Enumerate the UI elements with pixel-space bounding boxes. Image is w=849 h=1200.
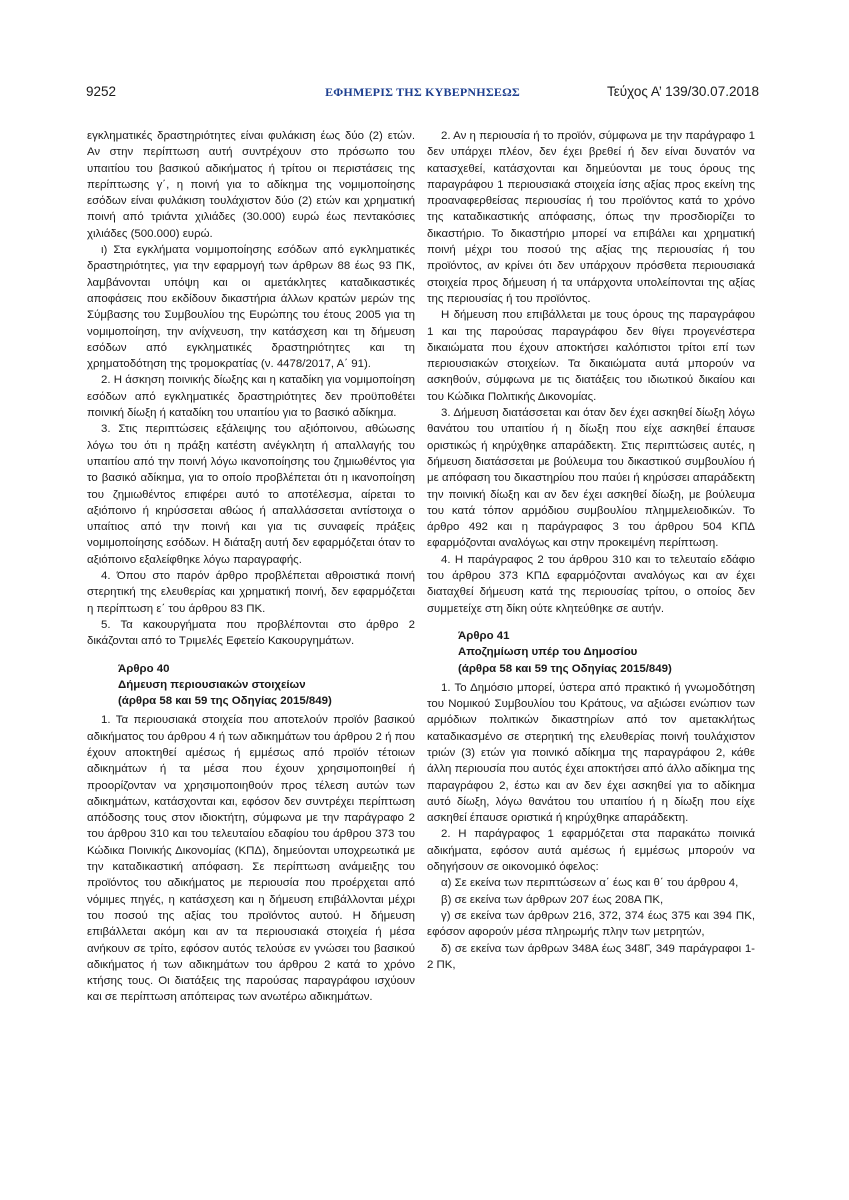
paragraph: 1. Το Δημόσιο μπορεί, ύστερα από πρακτικό ή γνωμοδότηση του Νομικού Συμβουλίου του Κράτους, να αξιώσει ενώπιον των αρμόδιων πολιτικών δικαστηρίων από τον αμετακλήτως καταδικασμένο σε στερητική της ελευθερίας ποινή τουλάχιστον τριών (3) ετών για ποινικό αδίκημα της παραγράφου 2, κάθε άλλη περιουσία που αυτός έχει αποκτήσει από άλλο αδίκημα της παραγράφου 2, έστω και αν δεν έχει ασκηθεί για το αδίκημα αυτό δίωξη, λόγω θανάτου του υπαιτίου ή η δίωξη που είχε ασκηθεί έπαυσε οριστικά ή κηρύχθηκε απαράδεκτη. [427,681,755,825]
article-reference: (άρθρα 58 και 59 της Οδηγίας 2015/849) [458,662,672,675]
journal-title: ΕΦΗΜΕΡΙΣ ΤΗΣ ΚΥΒΕΡΝΗΣΕΩΣ [325,85,520,99]
article-title: Δήμευση περιουσιακών στοιχείων [118,678,306,691]
article-number: Άρθρο 41 [458,629,510,642]
paragraph: 3. Δήμευση διατάσσεται και όταν δεν έχει ασκηθεί δίωξη λόγω θανάτου του υπαιτίου ή η δίωξη που είχε ασκηθεί έπαυσε οριστικώς ή κηρύχθηκε απαράδεκτη. Στις περιπτώσεις αυτές, η δήμευση διατάσσεται με βούλευμα του δικαστικού συμβουλίου ή με απόφαση του δικαστηρίου που παύει ή κηρύσσει απαράδεκτη την ποινική δίωξη και αν δεν έχει ασκηθεί δίωξη, με βούλευμα του κατά τόπον αρμόδιου συμβουλίου πλημμελειοδικών. Το άρθρο 492 και η παράγραφος 3 του άρθρου 504 ΚΠΔ εφαρμόζονται αναλόγως και στην προκειμένη περίπτωση. [427,407,755,550]
paragraph: 4. Όπου στο παρόν άρθρο προβλέπεται αθροιστικά ποινή στερητική της ελευθερίας και χρηματική ποινή, δεν εφαρμόζεται η περίπτωση ε΄ του άρθρου 83 ΠΚ. [87,570,415,615]
article-number: Άρθρο 40 [118,662,170,675]
left-column [87,128,415,1006]
paragraph: β) σε εκείνα των άρθρων 207 έως 208Α ΠΚ, [441,893,664,906]
paragraph: 2. Η παράγραφος 1 εφαρμόζεται στα παρακάτω ποινικά αδικήματα, εφόσον αυτά αμέσως ή εμμέσως μπορούν να οδηγήσουν σε οικονομικό όφελος: [427,828,755,874]
paragraph: α) Σε εκείνα των περιπτώσεων α΄ έως και θ΄ του άρθρου 4, [441,877,739,890]
paragraph: δ) σε εκείνα των άρθρων 348Α έως 348Γ, 349 παράγραφοι 1-2 ΠΚ, [427,942,755,971]
paragraph: γ) σε εκείνα των άρθρων 216, 372, 374 έως 375 και 394 ΠΚ, εφόσον αφορούν μέσα πληρωμής πλην των μετρητών, [427,909,755,939]
paragraph: 4. Η παράγραφος 2 του άρθρου 310 και το τελευταίο εδάφιο του άρθρου 373 ΚΠΔ εφαρμόζονται αναλόγως και αν έχει διαταχθεί δήμευση κατά της περιουσίας τρίτου, ο οποίος δεν συμμετείχε στη δίκη ούτε κλητεύθηκε σε αυτήν. [427,553,755,615]
paragraph: 3. Στις περιπτώσεις εξάλειψης του αξιόποινου, αθώωσης λόγω του ότι η πράξη κατέστη ανέγκλητη ή απαλλαγής του υπαιτίου από την ποινή λόγω ικανοποίησης του ζημιωθέντος για το βασικό αδίκημα, για το οποίο προβλέπεται ότι η ικανοποίηση του ζημιωθέντος επιφέρει αυτό το αποτέλεσμα, αίρεται το αξιόποινο ή κηρύσσεται αθώος ή απαλλάσσεται αντίστοιχα ο υπαίτιος από την ποινή και για τις συναφείς πράξεις νομιμοποίησης εσόδων. Η διάταξη αυτή δεν εφαρμόζεται όταν το αξιόποινο εξαλείφθηκε λόγω παραγραφής. [87,423,415,566]
article-41-heading [427,628,755,677]
article-reference: (άρθρα 58 και 59 της Οδηγίας 2015/849) [118,695,332,708]
paragraph: ι) Στα εγκλήματα νομιμοποίησης εσόδων από εγκληματικές δραστηριότητες, για την εφαρμογή των άρθρων 88 έως 93 ΠΚ, λαμβάνονται υπόψη και οι αμετάκλητες καταδικαστικές αποφάσεις που εκδίδουν δικαστήρια άλλων κρατών μερών της Σύμβασης του Συμβουλίου της Ευρώπης του έτους 2005 για τη νομιμοποίηση, την ανίχνευση, την κατάσχεση και τη δήμευση εσόδων από εγκληματικές δραστηριότητες και τη χρηματοδότηση της τρομοκρατίας (ν. 4478/2017, Α΄ 91). [87,244,415,371]
paragraph: 2. Αν η περιουσία ή το προϊόν, σύμφωνα με την παράγραφο 1 δεν υπάρχει πλέον, δεν έχει βρεθεί ή δεν είναι δυνατόν να κατασχεθεί, κατάσχονται και δημεύονται με τους όρους της παραγράφου 1 περιουσιακά στοιχεία ίσης αξίας προς εκείνη της προαναφερθείσας περιουσίας ή του προϊόντος κατά το χρόνο της καταδικαστικής απόφασης, όπως την προσδιορίζει το δικαστήριο. Το δικαστήριο μπορεί να επιβάλει και χρηματική ποινή μέχρι του ποσού της αξίας της περιουσίας ή του προϊόντος, αν κρίνει ότι δεν υπάρχουν πρόσθετα περιουσιακά στοιχεία προς δήμευση ή τα υπάρχοντα υπολείπονται της αξίας της περιουσίας ή του προϊόντος. [427,130,755,305]
paragraph: εγκληματικές δραστηριότητες είναι φυλάκιση έως δύο (2) ετών. Αν στην περίπτωση αυτή συντρέχουν στο πρόσωπο του υπαιτίου του βασικού αδικήματος ή τρίτου οι περιστάσεις της περίπτωσης γ΄, η ποινή για το αδίκημα της νομιμοποίησης εσόδων είναι φυλάκιση τουλάχιστον δύο (2) ετών και χρηματική ποινή από τριάντα χιλιάδες (30.000) ευρώ έως πεντακόσιες χιλιάδες (500.000) ευρώ. [87,130,415,240]
right-column [427,128,755,973]
page-header [86,84,759,102]
issue-reference: Τεύχος Α’ 139/30.07.2018 [606,84,759,99]
paragraph: 2. Η άσκηση ποινικής δίωξης και η καταδίκη για νομιμοποίηση εσόδων από εγκληματικές δραστηριότητες δεν προϋποθέτει ποινική δίωξη ή καταδίκη του υπαιτίου για το βασικό αδίκημα. [87,374,415,420]
paragraph: 1. Τα περιουσιακά στοιχεία που αποτελούν προϊόν βασικού αδικήματος του άρθρου 4 ή των αδικημάτων του άρθρου 2 ή που έχουν αποκτηθεί αμέσως ή εμμέσως από προϊόν τέτοιων αδικημάτων ή τα μέσα που έχουν χρησιμοποιηθεί ή προορίζονταν να χρησιμοποιηθούν προς τέλεση αυτών των αδικημάτων, κατάσχονται και, εφόσον δεν συντρέχει περίπτωση απόδοσης τους στον ιδιοκτήτη, σύμφωνα με την παράγραφο 2 του άρθρου 310 και του τελευταίου εδαφίου του άρθρου 373 του Κώδικα Ποινικής Δικονομίας (ΚΠΔ), δημεύονται υποχρεωτικά με την καταδικαστική απόφαση. Σε περίπτωση ανάμειξης του προϊόντος του αδικήματος με περιουσία που προέρχεται από νόμιμες πηγές, η κατάσχεση και η δήμευση επιβάλλονται μέχρι του ποσού της αξίας του προϊόντος αυτού. Η δήμευση επιβάλλεται ακόμη και αν τα περιουσιακά στοιχεία ή μέσα ανήκουν σε τρίτο, εφόσον αυτός τελούσε εν γνώσει του βασικού αδικήματος ή των αδικημάτων του άρθρου 2 κατά το χρόνο κτήσης τους. Οι διατάξεις της παρούσας παραγράφου ισχύουν και σε περίπτωση απόπειρας των ανωτέρω αδικημάτων. [87,714,415,1004]
page-number: 9252 [86,84,117,99]
article-title: Αποζημίωση υπέρ του Δημοσίου [458,646,638,659]
paragraph: Η δήμευση που επιβάλλεται με τους όρους της παραγράφου 1 και της παρούσας παραγράφου δεν θίγει προγενέστερα δικαιώματα που έχουν αποκτήσει καλόπιστοι τρίτοι επί των περιουσιακών στοιχείων. Τα δικαιώματα αυτά μπορούν να ασκηθούν, σύμφωνα με τις διατάξεις του ιδιωτικού δικαίου και του Κώδικα Πολιτικής Δικονομίας. [427,309,755,403]
paragraph: 5. Τα κακουργήματα που προβλέπονται στο άρθρο 2 δικάζονται από το Τριμελές Εφετείο Κακουργημάτων. [87,618,415,648]
article-40-heading [87,661,415,710]
